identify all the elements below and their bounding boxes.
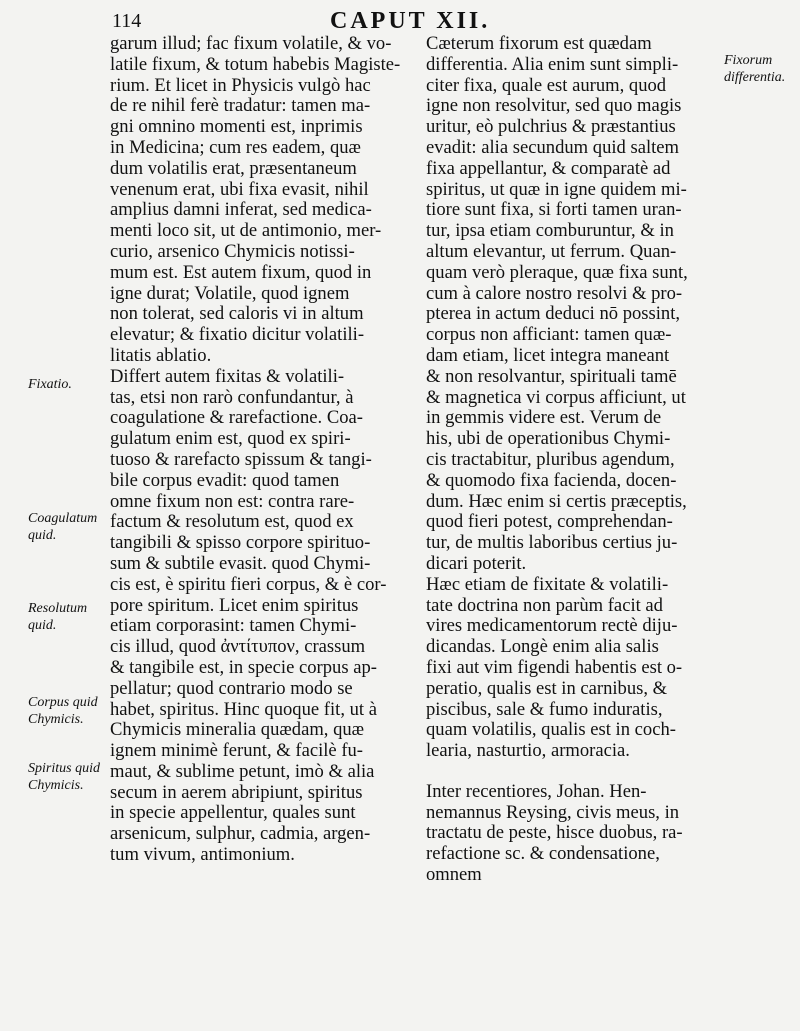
text-line: amplius damni inferat, sed medica- bbox=[110, 199, 372, 221]
text-line: tur, de multis laboribus certius ju- bbox=[426, 532, 678, 554]
text-line: in Medicina; cum res eadem, quæ bbox=[110, 136, 361, 158]
text-line: venenum erat, ubi fixa evasit, nihil bbox=[110, 178, 369, 200]
text-line: non tolerat, sed caloris vi in altum bbox=[110, 303, 364, 325]
text-line: in specie appellentur, quales sunt bbox=[110, 802, 356, 824]
text-line: in gemmis videre est. Verum de bbox=[426, 407, 662, 429]
text-line: cum à calore nostro resolvi & pro- bbox=[426, 282, 683, 304]
text-line: dum. Hæc enim si certis præceptis, bbox=[426, 490, 687, 512]
text-line: his, ubi de operationibus Chymi- bbox=[426, 428, 671, 450]
text-line: vires medicamentorum rectè diju- bbox=[426, 615, 678, 637]
text-line: tas, etsi non rarò confundantur, à bbox=[110, 386, 354, 408]
text-line: gni omnino momenti est, inprimis bbox=[110, 116, 363, 138]
text-line bbox=[426, 762, 724, 782]
text-line: quod fieri potest, comprehendan- bbox=[426, 511, 673, 533]
text-line: uritur, eò pulchrius & præstantius bbox=[426, 116, 676, 138]
text-line: quam verò pleraque, quæ fixa sunt, bbox=[426, 261, 688, 283]
text-line: ignem minimè ferunt, & facilè fu- bbox=[110, 740, 363, 762]
text-line: fixa appellantur, & comparatè ad bbox=[426, 157, 671, 179]
text-line: dicari poterit. bbox=[426, 552, 527, 574]
text-line: bile corpus evadit: quod tamen bbox=[110, 469, 340, 491]
text-line: & non resolvantur, spirituali tamē bbox=[426, 365, 677, 387]
text-line: peratio, qualis est in carnibus, & bbox=[426, 677, 668, 699]
text-line: pellatur; quod contrario modo se bbox=[110, 677, 353, 699]
text-line: citer fixa, quale est aurum, quod bbox=[426, 74, 667, 96]
text-line: tractatu de peste, hisce duobus, ra- bbox=[426, 822, 683, 844]
text-line: learia, nasturtio, armoracia. bbox=[426, 740, 630, 762]
text-line: tur, ipsa etiam comburuntur, & in bbox=[426, 220, 674, 242]
margin-note-fixorum: Fixorum differentia. bbox=[724, 53, 786, 85]
text-line: fixi aut vim figendi habentis est o- bbox=[426, 656, 683, 678]
text-line: piscibus, sale & fumo induratis, bbox=[426, 698, 663, 720]
margin-note-spiritus: Spiritus quid Chymicis. bbox=[28, 761, 100, 793]
text-line: & magnetica vi corpus afficiunt, ut bbox=[426, 386, 686, 408]
text-line: curio, arsenico Chymicis notissi- bbox=[110, 240, 355, 262]
text-line: menti loco sit, ut de antimonio, mer- bbox=[110, 220, 382, 242]
text-line: Differt autem fixitas & volatili- bbox=[110, 365, 345, 387]
text-line: Inter recentiores, Johan. Hen- bbox=[426, 780, 647, 802]
text-line: altum elevantur, ut ferrum. Quan- bbox=[426, 240, 677, 262]
text-line: & tangibile est, in specie corpus ap- bbox=[110, 656, 377, 678]
right-text-column bbox=[426, 34, 724, 886]
text-line: Chymicis mineralia quædam, quæ bbox=[110, 719, 365, 741]
text-line: & quomodo fixa facienda, docen- bbox=[426, 469, 677, 491]
text-line: tiore sunt fixa, si forti tamen uran- bbox=[426, 199, 682, 221]
text-line: igne non resolvitur, sed quo magis bbox=[426, 95, 682, 117]
text-line: quam volatilis, qualis est in coch- bbox=[426, 719, 676, 741]
text-line: tuoso & rarefacto spissum & tangi- bbox=[110, 448, 372, 470]
text-line: mum est. Est autem fixum, quod in bbox=[110, 261, 372, 283]
text-line: garum illud; fac fixum volatile, & vo- bbox=[110, 33, 392, 54]
text-line: evadit: alia secundum quid saltem bbox=[426, 136, 680, 158]
text-line: omne fixum non est: contra rare- bbox=[110, 490, 355, 512]
page-number: 114 bbox=[112, 10, 142, 32]
text-line: arsenicum, sulphur, cadmia, argen- bbox=[110, 823, 371, 845]
text-line: differentia. Alia enim sunt simpli- bbox=[426, 53, 679, 75]
text-line: cis tractabitur, pluribus agendum, bbox=[426, 448, 675, 470]
text-line: litatis ablatio. bbox=[110, 344, 212, 366]
text-line: cis illud, quod ἀντίτυπον, crassum bbox=[110, 636, 366, 658]
text-line: latile fixum, & totum habebis Magiste- bbox=[110, 53, 401, 75]
text-line: gulatum enim est, quod ex spiri- bbox=[110, 428, 351, 450]
text-line: sum & subtile evasit. quod Chymi- bbox=[110, 552, 371, 574]
text-line: omnem bbox=[426, 864, 482, 886]
text-line: dam etiam, licet integra maneant bbox=[426, 344, 670, 366]
text-line: refactione sc. & condensatione, bbox=[426, 843, 660, 865]
text-line: tate doctrina non parùm facit ad bbox=[426, 594, 663, 616]
text-line: corpus non afficiant: tamen quæ- bbox=[426, 324, 672, 346]
text-line: Hæc etiam de fixitate & volatili- bbox=[426, 573, 669, 595]
margin-note-fixatio: Fixatio. bbox=[28, 377, 72, 392]
margin-note-resolutum: Resolutum quid. bbox=[28, 601, 88, 633]
margin-note-coagulatum: Coagulatum quid. bbox=[28, 511, 98, 543]
text-line: igne durat; Volatile, quod ignem bbox=[110, 282, 350, 304]
text-line: nemannus Reysing, civis meus, in bbox=[426, 801, 680, 823]
text-line: pore spiritum. Licet enim spiritus bbox=[110, 594, 359, 616]
text-line: tangibili & spisso corpore spirituo- bbox=[110, 532, 371, 554]
text-line: dicandas. Longè enim alia salis bbox=[426, 636, 659, 658]
text-line: factum & resolutum est, quod ex bbox=[110, 511, 354, 533]
text-line: elevatur; & fixatio dicitur volatili- bbox=[110, 324, 365, 346]
text-line: tum vivum, antimonium. bbox=[110, 844, 295, 866]
text-line: pterea in actum deduci nō possint, bbox=[426, 303, 681, 325]
text-line: habet, spiritus. Hinc quoque fit, ut à bbox=[110, 698, 377, 720]
text-line: etiam corporasint: tamen Chymi- bbox=[110, 615, 357, 637]
text-line: maut, & sublime petunt, imò & alia bbox=[110, 760, 375, 782]
text-line: rium. Et licet in Physicis vulgò hac bbox=[110, 74, 371, 96]
margin-note-corpus: Corpus quid Chymicis. bbox=[28, 695, 98, 727]
running-title: CAPUT XII. bbox=[330, 8, 491, 34]
left-text-column bbox=[110, 34, 412, 866]
text-line: spiritus, ut quæ in igne quidem mi- bbox=[426, 178, 687, 200]
text-line: de re nihil ferè tradatur: tamen ma- bbox=[110, 95, 371, 117]
text-line: cis est, è spiritu fieri corpus, & è cor- bbox=[110, 573, 387, 595]
text-line: secum in aerem abripiunt, spiritus bbox=[110, 781, 363, 803]
text-line: Cæterum fixorum est quædam bbox=[426, 33, 652, 54]
text-line: dum volatilis erat, præsentaneum bbox=[110, 157, 357, 179]
text-line: coagulatione & rarefactione. Coa- bbox=[110, 407, 363, 429]
